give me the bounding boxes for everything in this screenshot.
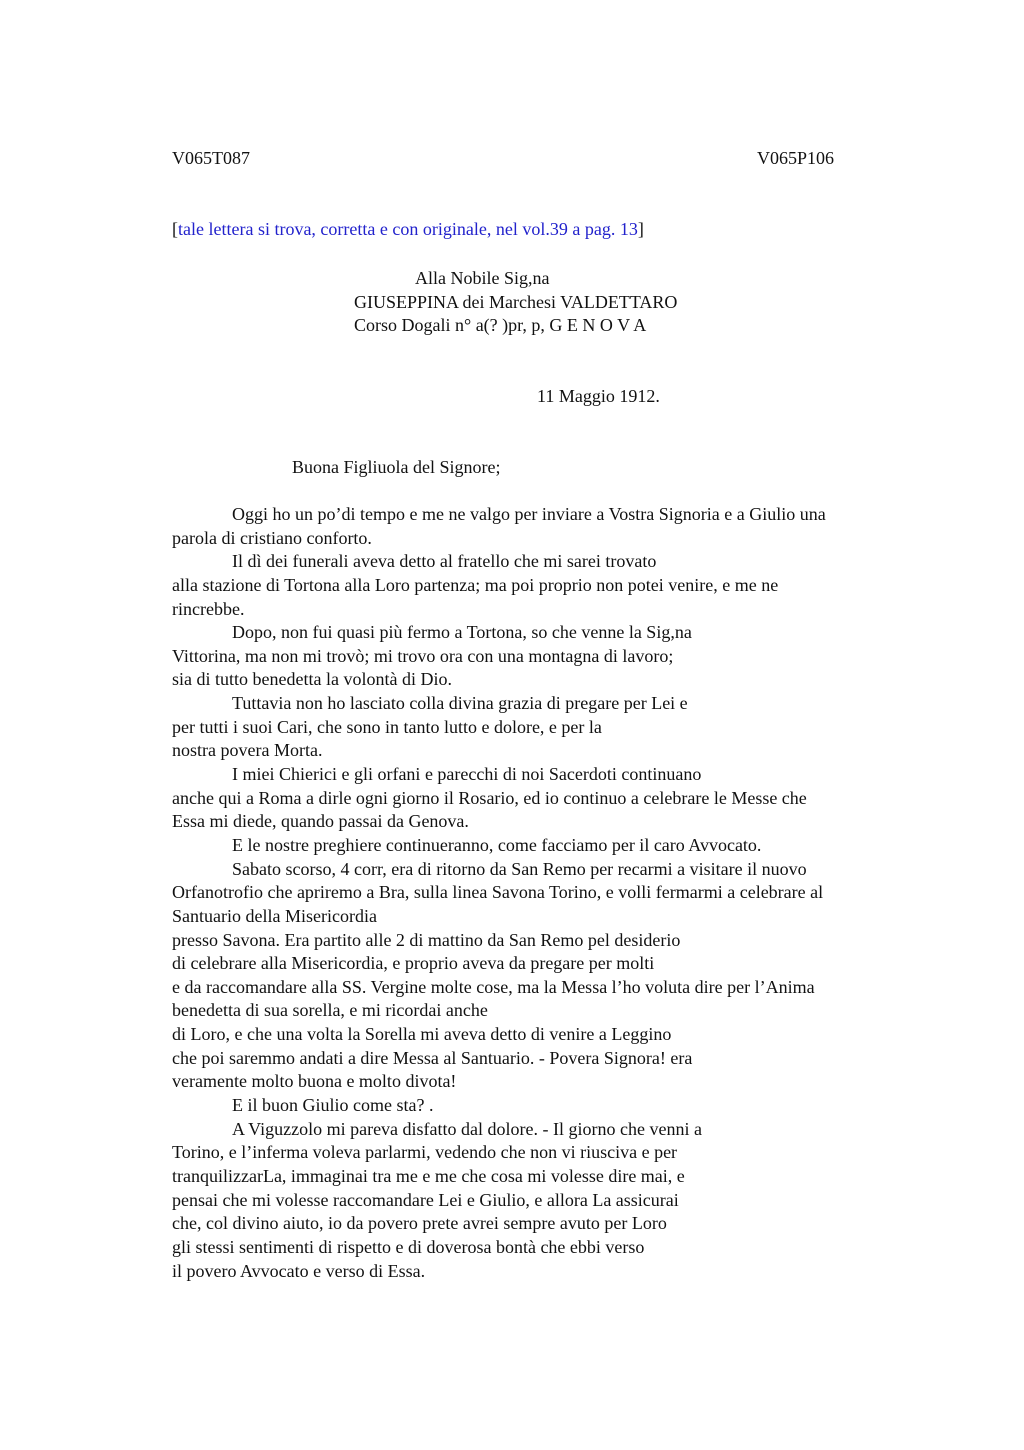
- body-line: il povero Avvocato e verso di Essa.: [172, 1260, 426, 1281]
- body-line: gli stessi sentimenti di rispetto e di doverosa bontà che ebbi verso: [172, 1236, 645, 1257]
- body-line: Oggi ho un po’di tempo e me ne valgo per inviare a Vostra Signoria e a Giulio una: [232, 504, 826, 524]
- note-text: tale lettera si trova, corretta e con originale, nel vol.39 a pag. 13: [178, 219, 638, 239]
- address-line-3: Corso Dogali n° a(? )pr, p, G E N O V A: [354, 315, 647, 335]
- note-open-bracket: [: [172, 219, 178, 239]
- note-close-bracket: ]: [637, 219, 644, 239]
- body-line: alla stazione di Tortona alla Loro partenza; ma poi proprio non potei venire, e me ne: [172, 574, 779, 595]
- address-line-1: Alla Nobile Sig,na: [415, 268, 550, 288]
- salutation: Buona Figliuola del Signore;: [292, 457, 501, 477]
- body-line: che poi saremmo andati a dire Messa al Santuario. - Povera Signora! era: [172, 1047, 693, 1068]
- body-line: pensai che mi volesse raccomandare Lei e Giulio, e allora La assicurai: [172, 1189, 679, 1210]
- body-line: Santuario della Misericordia: [172, 905, 377, 926]
- body-line: anche qui a Roma a dirle ogni giorno il Rosario, ed io continuo a celebrare le Messe che: [172, 787, 807, 808]
- body-line: Orfanotrofio che apriremo a Bra, sulla linea Savona Torino, e volli fermarmi a celebrare al: [172, 882, 824, 903]
- body-line: Sabato scorso, 4 corr, era di ritorno da San Remo per recarmi a visitare il nuovo: [232, 858, 807, 879]
- body-line: Vittorina, ma non mi trovò; mi trovo ora con una montagna di lavoro;: [172, 645, 674, 666]
- body-line: A Viguzzolo mi pareva disfatto dal dolore. - Il giorno che venni a: [232, 1118, 702, 1139]
- body-line: E le nostre preghiere continueranno, come facciamo per il caro Avvocato.: [232, 834, 762, 855]
- body-line: rincrebbe.: [172, 598, 245, 619]
- body-line: E il buon Giulio come sta? .: [232, 1095, 434, 1116]
- document-code-left: V065T087: [172, 148, 250, 168]
- address-line-2: GIUSEPPINA dei Marchesi VALDETTARO: [354, 292, 678, 312]
- body-line: Dopo, non fui quasi più fermo a Tortona, so che venne la Sig,na: [232, 622, 692, 643]
- body-line: Tuttavia non ho lasciato colla divina grazia di pregare per Lei e: [232, 693, 688, 714]
- body-line: presso Savona. Era partito alle 2 di mattino da San Remo pel desiderio: [172, 929, 681, 950]
- body-line: sia di tutto benedetta la volontà di Dio.: [172, 669, 452, 690]
- editorial-note: [172, 217, 644, 241]
- body-line: per tutti i suoi Cari, che sono in tanto lutto e dolore, e per la: [172, 716, 602, 737]
- body-line: di Loro, e che una volta la Sorella mi aveva detto di venire a Leggino: [172, 1024, 672, 1045]
- body-line: Il dì dei funerali aveva detto al fratello che mi sarei trovato: [232, 551, 657, 572]
- body-line: I miei Chierici e gli orfani e parecchi di noi Sacerdoti continuano: [232, 764, 702, 785]
- body-line: veramente molto buona e molto divota!: [172, 1071, 457, 1092]
- letter-date: 11 Maggio 1912.: [537, 386, 660, 406]
- letter-body: [172, 503, 932, 1283]
- body-line: e da raccomandare alla SS. Vergine molte cose, ma la Messa l’ho voluta dire per l’Anima: [172, 976, 815, 997]
- body-line: nostra povera Morta.: [172, 740, 323, 761]
- body-line: di celebrare alla Misericordia, e proprio aveva da pregare per molti: [172, 953, 655, 974]
- body-line: che, col divino aiuto, io da povero prete avrei sempre avuto per Loro: [172, 1213, 667, 1234]
- body-line: Essa mi diede, quando passai da Genova.: [172, 811, 469, 832]
- body-line: benedetta di sua sorella, e mi ricordai anche: [172, 1000, 488, 1021]
- body-line: parola di cristiano conforto.: [172, 527, 372, 548]
- body-line: tranquilizzarLa, immaginai tra me e me che cosa mi volesse dire mai, e: [172, 1165, 685, 1186]
- document-code-right: V065P106: [757, 148, 835, 168]
- body-line: Torino, e l’inferma voleva parlarmi, vedendo che non vi riusciva e per: [172, 1142, 678, 1163]
